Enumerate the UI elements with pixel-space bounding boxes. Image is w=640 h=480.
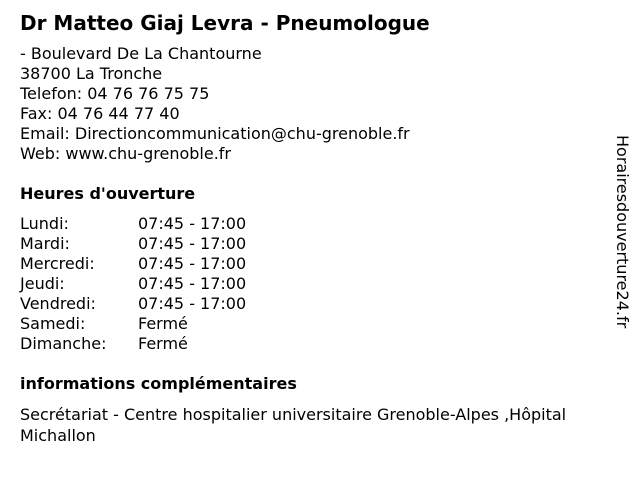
time-value: 07:45 - 17:00 <box>138 234 247 253</box>
day-label: Jeudi: <box>20 274 65 293</box>
hours-heading: Heures d'ouverture <box>20 184 196 203</box>
site-watermark: Horairesdouverture24.fr <box>613 135 632 329</box>
phone-number: Telefon: 04 76 76 75 75 <box>20 84 210 103</box>
day-label: Samedi: <box>20 314 86 333</box>
hours-row <box>20 294 320 314</box>
info-text: Secrétariat - Centre hospitalier universitaire Grenoble-Alpes ,Hôpital Michallon <box>20 405 567 445</box>
hours-row <box>20 314 320 334</box>
day-label: Lundi: <box>20 214 69 233</box>
hours-row <box>20 254 320 274</box>
website: Web: www.chu-grenoble.fr <box>20 144 231 163</box>
hours-row <box>20 334 320 354</box>
time-value: 07:45 - 17:00 <box>138 294 247 313</box>
hours-row <box>20 214 320 234</box>
time-value: 07:45 - 17:00 <box>138 274 247 293</box>
hours-table <box>20 214 320 354</box>
time-value: Fermé <box>138 314 188 333</box>
page-title: Dr Matteo Giaj Levra - Pneumologue <box>20 11 430 35</box>
fax-number: Fax: 04 76 44 77 40 <box>20 104 180 123</box>
day-label: Dimanche: <box>20 334 107 353</box>
address-block <box>20 44 410 164</box>
day-label: Mardi: <box>20 234 70 253</box>
street-address: - Boulevard De La Chantourne <box>20 44 262 63</box>
city-postal: 38700 La Tronche <box>20 64 163 83</box>
day-label: Vendredi: <box>20 294 96 313</box>
time-value: 07:45 - 17:00 <box>138 254 247 273</box>
email-address: Email: Directioncommunication@chu-grenoble.fr <box>20 124 410 143</box>
info-heading: informations complémentaires <box>20 374 297 393</box>
time-value: 07:45 - 17:00 <box>138 214 247 233</box>
hours-row <box>20 234 320 254</box>
day-label: Mercredi: <box>20 254 95 273</box>
hours-row <box>20 274 320 294</box>
time-value: Fermé <box>138 334 188 353</box>
